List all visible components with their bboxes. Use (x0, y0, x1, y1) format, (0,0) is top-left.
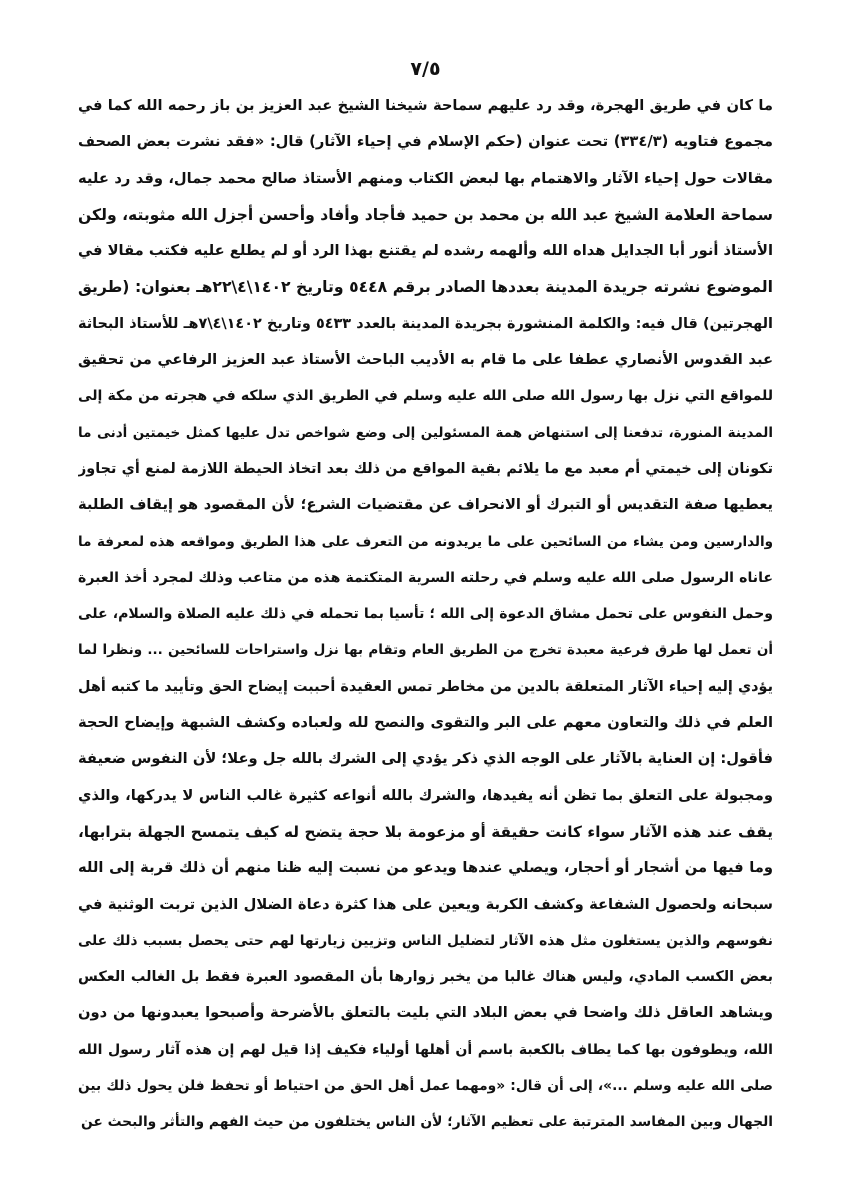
text-line: يؤدي إليه إحياء الآثار المتعلقة بالدين من مخاطر تمس العقيدة أحببت إيضاح الحق وتأييد ما كتبه أهل (78, 678, 773, 695)
text-line: عاناه الرسول صلى الله عليه وسلم في رحلته السرية المتكتمة هذه من متاعب وذلك لمجرد أخذ العبرة (78, 569, 773, 586)
text-line: ما كان في طريق الهجرة، وقد رد عليهم سماحة شيخنا الشيخ عبد العزيز بن باز رحمه الله كما في (78, 97, 773, 114)
text-line: نفوسهم والذين يستغلون مثل هذه الآثار لتضليل الناس وتزيين زيارتها لهم حتى يحصل بسبب ذلك على (78, 932, 773, 949)
text-line: الجهال وبين المفاسد المترتبة على تعظيم الآثار؛ لأن الناس يختلفون من حيث الفهم والتأثر والبحث عن (80, 1114, 773, 1131)
text-line: ومجبولة على التعلق بما تظن أنه يفيدها، والشرك بالله أنواعه كثيرة غالب الناس لا يدركها، والذي (78, 786, 773, 804)
text-line: العلم في ذلك والتعاون معهم على البر والتقوى والنصح لله ولعباده وكشف الشبهة وإيضاح الحجة (78, 714, 773, 732)
text-line: عبد القدوس الأنصاري عطفا على ما قام به الأديب الباحث الأستاذ عبد العزيز الرفاعي من تحقيق (78, 351, 773, 369)
text-line: الهجرتين) قال فيه: والكلمة المنشورة بجريدة المدينة بالعدد ٥٤٣٣ وتاريخ ١٤٠٢\٤\٧هـ للأستاذ البحاثة (78, 315, 773, 332)
text-line: يقف عند هذه الآثار سواء كانت حقيقة أو مزعومة بلا حجة يتضح له كيف يتمسح الجهلة بترابها، (78, 822, 773, 841)
text-line: والدارسين ومن يشاء من السائحين على ما يريدونه من التعرف على هذا الطريق ومواقعه هذه لمعرفة ما (78, 533, 773, 550)
text-line: مقالات حول إحياء الآثار والاهتمام بها لبعض الكتاب ومنهم الأستاذ صالح محمد جمال، وقد رد عليه (78, 169, 773, 187)
body-text (78, 88, 773, 1141)
text-line: تكونان إلى خيمتي أم معبد مع ما يلائم بقية المواقع من ذلك بعد اتخاذ الحيطة اللازمة لمنع أي تجاوز (78, 460, 773, 477)
text-line: الموضوع نشرته جريدة المدينة بعددها الصادر برقم ٥٤٤٨ وتاريخ ١٤٠٢\٤\٢٢هـ بعنوان: (طريق (78, 278, 773, 297)
text-line: فأقول: إن العناية بالآثار على الوجه الذي ذكر يؤدي إلى الشرك بالله جل وعلا؛ لأن النفوس ضعيفة (78, 750, 773, 768)
text-line: أن تعمل لها طرق فرعية معبدة تخرج من الطريق العام وتقام بها نزل واستراحات للسائحين ... ونظرا لما (78, 642, 773, 659)
text-line: المدينة المنورة، تدفعنا إلى استنهاض همة المسئولين إلى وضع شواخص تدل عليها كمثل خيمتين أدنى ما (78, 424, 773, 441)
text-line: الله، ويطوفون بها كما يطاف بالكعبة باسم أن أهلها أولياء فكيف إذا قيل لهم إن هذه آثار رسول الله (78, 1041, 773, 1058)
text-line: صلى الله عليه وسلم ...»، إلى أن قال: «ومهما عمل أهل الحق من احتياط أو تحفظ فلن يحول ذلك بين (78, 1078, 773, 1095)
text-line: للمواقع التي نزل بها رسول الله صلى الله عليه وسلم في الطريق الذي سلكه في هجرته من مكة إلى (78, 388, 773, 405)
page-number: ٧/٥ (410, 58, 441, 80)
text-line: بعض الكسب المادي، وليس هناك غالبا من يخبر زوارها بأن المقصود العبرة فقط بل الغالب العكس (78, 969, 773, 986)
text-line: سماحة العلامة الشيخ عبد الله بن محمد بن حميد فأجاد وأفاد وأحسن أجزل الله مثوبته، ولكن (78, 205, 773, 224)
text-line: وحمل النفوس على تحمل مشاق الدعوة إلى الله ؛ تأسيا بما تحمله في ذلك عليه الصلاة والسلام، على (78, 606, 773, 623)
text-line: الأستاذ أنور أبا الجدايل هداه الله وألهمه رشده لم يقتنع بهذا الرد أو لم يطلع عليه فكتب مقالا في (78, 242, 773, 260)
text-line: يعطيها صفة التقديس أو التبرك أو الانحراف عن مقتضيات الشرع؛ لأن المقصود هو إيقاف الطلبة (78, 496, 773, 514)
text-line: مجموع فتاويه (٣٣٤/٣) تحت عنوان (حكم الإسلام في إحياء الآثار) قال: «فقد نشرت بعض الصحف (78, 133, 773, 151)
text-line: سبحانه ولحصول الشفاعة وكشف الكربة ويعين على هذا كثرة دعاة الضلال الذين تربت الوثنية في (78, 895, 773, 913)
text-line: وما فيها من أشجار أو أحجار، ويصلي عندها ويدعو من نسبت إليه ظنا منهم أن ذلك قربة إلى الله (78, 859, 773, 877)
text-line: ويشاهد العاقل ذلك واضحا في بعض البلاد التي بليت بالتعلق بالأضرحة وأصبحوا يعبدونها من دون (78, 1004, 773, 1022)
